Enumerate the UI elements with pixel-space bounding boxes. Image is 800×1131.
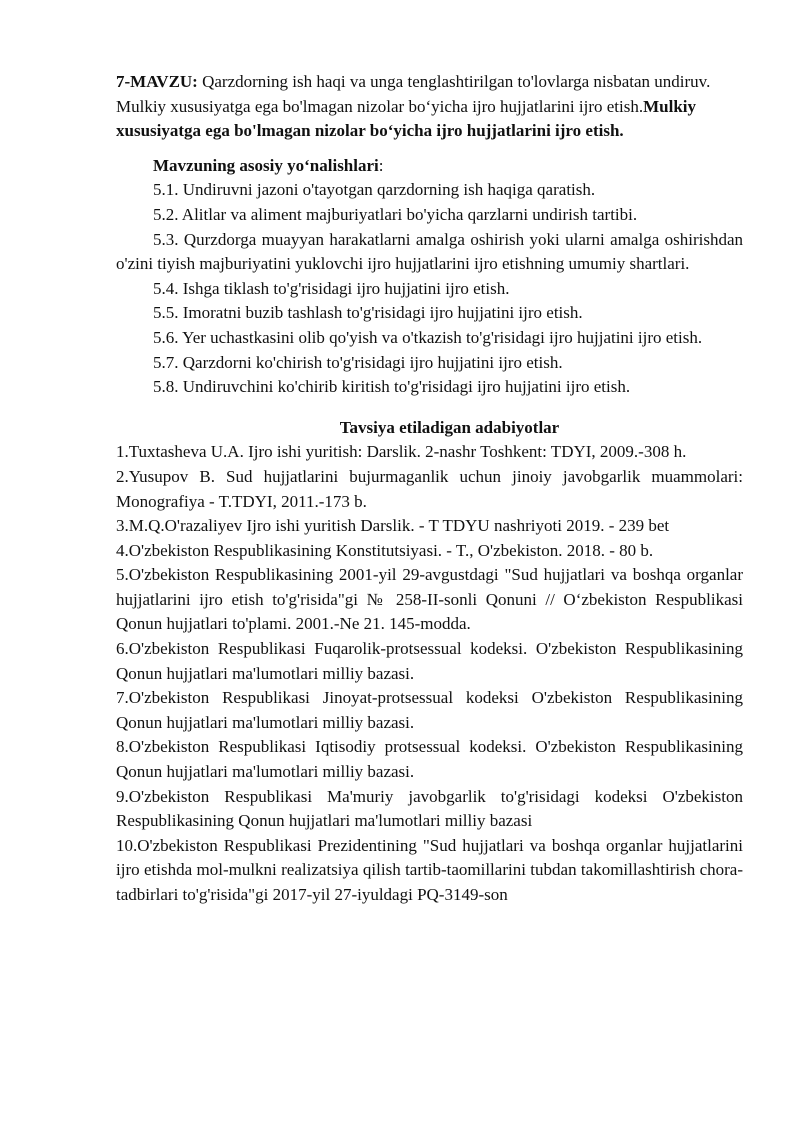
literature-item: 7.O'zbekiston Respublikasi Jinoyat-protsessual kodeksi O'zbekiston Respublikasining Qonun hujjatlari ma'lumotlari milliy bazasi. (116, 688, 743, 732)
literature-item: 9.O'zbekiston Respublikasi Ma'muriy javobgarlik to'g'risidagi kodeksi O'zbekiston Respublikasining Qonun hujjatlari ma'lumotlari milliy bazasi (116, 786, 743, 831)
direction-item: 5.7. Qarzdorni ko'chirish to'g'risidagi ijro hujjatini ijro etish. (153, 352, 563, 372)
literature-item: 3.M.Q.O'razaliyev Ijro ishi yuritish Darslik. - T TDYU nashriyoti 2019. - 239 bet (116, 516, 670, 536)
direction-item: 5.2. Alitlar va aliment majburiyatlari bo'yicha qarzlarni undirish tartibi. (153, 204, 638, 224)
literature-item: 2.Yusupov B. Sud hujjatlarini bujurmaganlik uchun jinoiy javobgarlik muammolari: Monografiya - T.TDYI, 2011.-173 b. (116, 466, 743, 511)
literature-item: 4.O'zbekiston Respublikasining Konstitutsiyasi. - T., O'zbekiston. 2018. - 80 b. (116, 540, 654, 560)
direction-item: 5.8. Undiruvchini ko'chirib kiritish to'g'risidagi ijro hujjatini ijro etish. (153, 377, 631, 397)
direction-item: 5.1. Undiruvni jazoni o'tayotgan qarzdorning ish haqiga qaratish. (153, 180, 596, 200)
topic-label: 7-MAVZU: (116, 72, 198, 91)
literature-item: 8.O'zbekiston Respublikasi Iqtisodiy protsessual kodeksi. O'zbekiston Respublikasining Qonun hujjatlari ma'lumotlari milliy bazasi. (116, 737, 743, 782)
literature-title: Tavsiya etiladigan adabiyotlar (339, 417, 560, 437)
topic-heading (116, 70, 743, 144)
literature-item: 1.Tuxtasheva U.A. Ijro ishi yuritish: Darslik. 2-nashr Toshkent: TDYI, 2009.-308 h. (116, 442, 687, 462)
direction-item: 5.6. Yer uchastkasini olib qo'yish va o'tkazish to'g'risidagi ijro hujjatini ijro etish. (153, 327, 703, 347)
directions-heading-colon: : (378, 155, 384, 175)
topic-bold-text: Mulkiy xususiyatga ega bo'lmagan nizolar bo‘yicha ijro hujjatlarini ijro etish. (116, 96, 697, 141)
topic-text: Qarzdorning ish haqi va unga tenglashtirilgan to'lovlarga nisbatan undiruv. Mulkiy xususiyatga ega bo'lmagan nizolar bo‘yicha ijro hujjatlarini ijro etish. (116, 72, 711, 116)
directions-heading-label: Mavzuning asosiy yo‘nalishlari (153, 155, 379, 175)
literature-item: 6.O'zbekiston Respublikasi Fuqarolik-protsessual kodeksi. O'zbekiston Respublikasining Qonun hujjatlari ma'lumotlari milliy bazasi. (116, 639, 743, 683)
direction-item: 5.5. Imoratni buzib tashlash to'g'risidagi ijro hujjatini ijro etish. (153, 303, 583, 323)
direction-item: 5.4. Ishga tiklash to'g'risidagi ijro hujjatini ijro etish. (153, 278, 510, 298)
directions-heading (116, 154, 743, 179)
document-page (116, 70, 743, 908)
direction-item: 5.3. Qurzdorga muayyan harakatlarni amalga oshirish yoki ularni amalga oshirishdan o'zini tiyish majburiyatini yuklovchi ijro hujjatlarini ijro etishning umumiy shartlari. (116, 229, 743, 274)
directions-section (116, 154, 743, 400)
literature-item: 10.O'zbekiston Respublikasi Prezidentining "Sud hujjatlari va boshqa organlar hujjatlarini ijro etishda mol-mulkni realizatsiya qilish tartib-taomillarini tubdan takomillashtirish chora-tadbirlari to'g'risida"gi 2017-yil 27-iyuldagi PQ-3149-son (116, 835, 743, 904)
literature-item: 5.O'zbekiston Respublikasining 2001-yil 29-avgustdagi "Sud hujjatlari va boshqa organlar hujjatlarini ijro etish to'g'risida"gi № 258-II-sonli Qonuni // O‘zbekiston Respublikasi Qonun hujjatlari to'plami. 2001.-Ne 21. 145-modda. (116, 565, 743, 634)
literature-list (116, 440, 743, 907)
